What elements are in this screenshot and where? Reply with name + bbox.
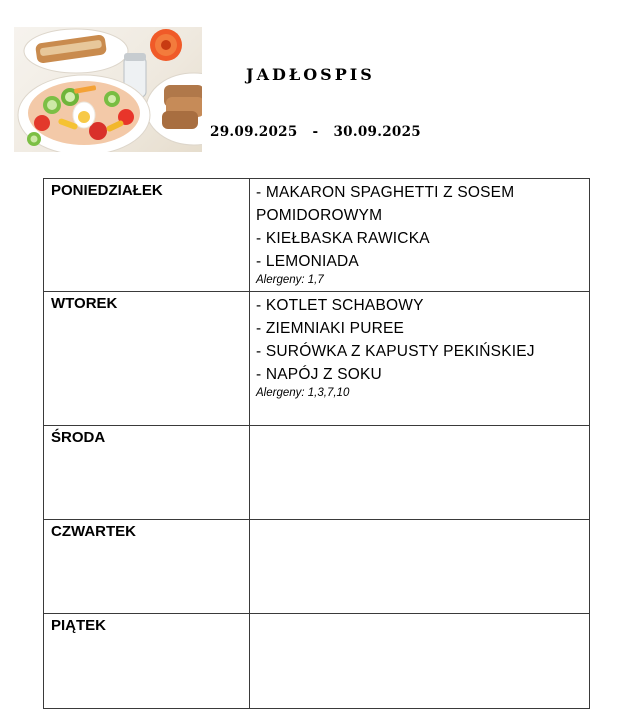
dishes-cell bbox=[250, 179, 590, 292]
dish-item: - MAKARON SPAGHETTI Z SOSEM POMIDOROWYM bbox=[256, 184, 515, 224]
dish-item: - SURÓWKA Z KAPUSTY PEKIŃSKIEJ bbox=[256, 343, 535, 360]
day-name: WTOREK bbox=[44, 292, 250, 426]
dishes-cell bbox=[250, 520, 590, 614]
dish-item: - KIEŁBASKA RAWICKA bbox=[256, 230, 430, 247]
day-name: ŚRODA bbox=[44, 426, 250, 520]
table-row bbox=[44, 614, 590, 709]
date-from: 29.09.2025 bbox=[210, 124, 298, 140]
dish-item: - NAPÓJ Z SOKU bbox=[256, 366, 382, 383]
day-name: PONIEDZIAŁEK bbox=[44, 179, 250, 292]
menu-table bbox=[43, 178, 590, 709]
allergens-note: Alergeny: 1,7 bbox=[256, 274, 324, 286]
table-row bbox=[44, 426, 590, 520]
food-photo bbox=[14, 27, 202, 152]
dish-item: - ZIEMNIAKI PUREE bbox=[256, 320, 405, 337]
date-separator: - bbox=[312, 124, 319, 140]
allergens-note: Alergeny: 1,3,7,10 bbox=[256, 387, 350, 399]
table-row bbox=[44, 179, 590, 292]
day-name: CZWARTEK bbox=[44, 520, 250, 614]
day-name: PIĄTEK bbox=[44, 614, 250, 709]
table-row bbox=[44, 520, 590, 614]
table-row bbox=[44, 292, 590, 426]
dishes-cell bbox=[250, 292, 590, 426]
dishes-cell bbox=[250, 614, 590, 709]
date-to: 30.09.2025 bbox=[333, 124, 421, 140]
dish-item: - KOTLET SCHABOWY bbox=[256, 297, 424, 314]
date-range bbox=[210, 124, 421, 140]
dishes-cell bbox=[250, 426, 590, 520]
page-title: JADŁOSPIS bbox=[246, 65, 375, 84]
dish-item: - LEMONIADA bbox=[256, 253, 359, 270]
